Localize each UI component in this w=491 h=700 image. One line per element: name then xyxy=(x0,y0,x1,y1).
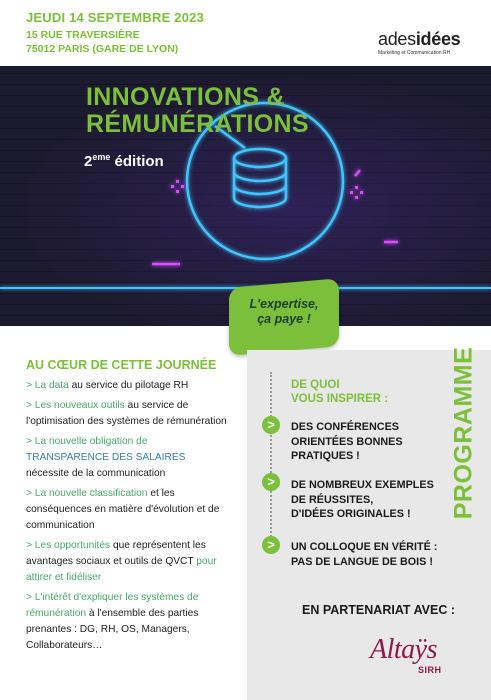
altays-sub: SIRH xyxy=(418,665,442,675)
highlight-keyword: > La data xyxy=(26,380,69,391)
logo-tagline: Marketing et Communication RH xyxy=(378,50,451,56)
title-line-2: RÉMUNÉRATIONS xyxy=(86,110,309,138)
chevron-right-icon: > xyxy=(262,473,280,491)
program-point xyxy=(291,540,437,569)
highlight-text: à l'ensemble des parties prenantes : DG, RH, OS, Managers, Collaborateurs… xyxy=(26,608,199,651)
address-line-2: 75012 PARIS (GARE DE LYON) xyxy=(26,43,179,55)
edition-number: 2 xyxy=(84,153,93,170)
program-point-line: D'IDÉES ORIGINALES ! xyxy=(291,508,411,520)
program-title-line-2: VOUS INSPIRER : xyxy=(291,393,389,405)
program-timeline xyxy=(270,372,272,552)
highlight-text: nécessite de la communication xyxy=(26,468,166,479)
highlight-item xyxy=(26,434,241,482)
program-point-line: PRATIQUES ! xyxy=(291,450,360,462)
adesidees-logo xyxy=(378,30,474,56)
highlight-keyword-secondary: pour attirer et fidéliser xyxy=(26,556,217,583)
highlights-title: AU CŒUR DE CETTE JOURNÉE xyxy=(26,358,217,372)
logo-part-1: ades xyxy=(378,29,416,49)
highlight-item xyxy=(26,538,241,586)
address-line-1: 15 RUE TRAVERSIÈRE xyxy=(26,29,140,41)
title-line-1: INNOVATIONS & xyxy=(86,83,285,111)
edition-word: édition xyxy=(110,153,164,170)
highlight-keyword: > Les opportunités xyxy=(26,540,111,551)
program-title-line-1: DE QUOI xyxy=(291,379,340,391)
highlight-text: que représentent les avantages sociaux et outils de QVCT xyxy=(26,540,206,567)
program-title xyxy=(291,378,388,406)
highlight-text: au service du pilotage RH xyxy=(68,380,189,391)
highlights-section xyxy=(26,358,241,658)
program-point-line: PAS DE LANGUE DE BOIS ! xyxy=(291,555,433,568)
program-point-line: UN COLLOQUE EN VÉRITÉ : xyxy=(291,541,438,553)
programme-label-text: PROGRAMME xyxy=(449,346,478,520)
badge-text xyxy=(229,297,339,327)
program-point xyxy=(291,478,434,522)
highlight-item xyxy=(26,398,241,430)
event-date: JEUDI 14 SEPTEMBRE 2023 xyxy=(26,10,205,25)
highlight-keyword: > Les nouveaux outils xyxy=(26,400,125,411)
highlight-item xyxy=(26,590,241,654)
program-point-line: DE NOMBREUX EXEMPLES xyxy=(291,479,434,491)
program-point-line: ORIENTÉES BONNES xyxy=(291,435,403,448)
badge-line-1: L'expertise, xyxy=(249,297,319,311)
highlight-text: au service de l'optimisation des systèmes de rémunération xyxy=(26,400,227,427)
highlight-text: et les conséquences en matière d'évolution et de communication xyxy=(26,488,220,531)
altays-name: Altaÿs xyxy=(370,634,437,665)
program-point-line: DE RÉUSSITES, xyxy=(291,493,374,506)
partnership-label: EN PARTENARIAT AVEC : xyxy=(302,603,456,617)
chevron-right-icon: > xyxy=(262,536,280,554)
highlight-keyword: > La nouvelle classification xyxy=(26,488,148,499)
highlight-keyword: > L'intérêt d'expliquer les systèmes de rémunération xyxy=(26,592,199,619)
edition-suffix: eme xyxy=(92,152,111,162)
highlight-item xyxy=(26,486,241,534)
event-title xyxy=(86,84,309,138)
header xyxy=(0,0,491,66)
altays-logo xyxy=(370,635,460,685)
logo-part-2: idées xyxy=(415,29,461,49)
program-point-line: DES CONFÉRENCES xyxy=(291,421,399,433)
program-point xyxy=(291,420,403,464)
chevron-right-icon: > xyxy=(262,416,280,434)
programme-vertical-label xyxy=(444,338,484,528)
event-address xyxy=(26,28,178,56)
tagline-badge xyxy=(229,283,339,351)
highlight-keyword-secondary: TRANSPARENCE DES SALAIRES xyxy=(26,452,186,463)
highlight-keyword: > La nouvelle obligation de xyxy=(26,436,148,447)
badge-line-2: ça paye ! xyxy=(257,312,311,326)
highlight-item xyxy=(26,378,241,394)
edition-label xyxy=(84,152,164,170)
